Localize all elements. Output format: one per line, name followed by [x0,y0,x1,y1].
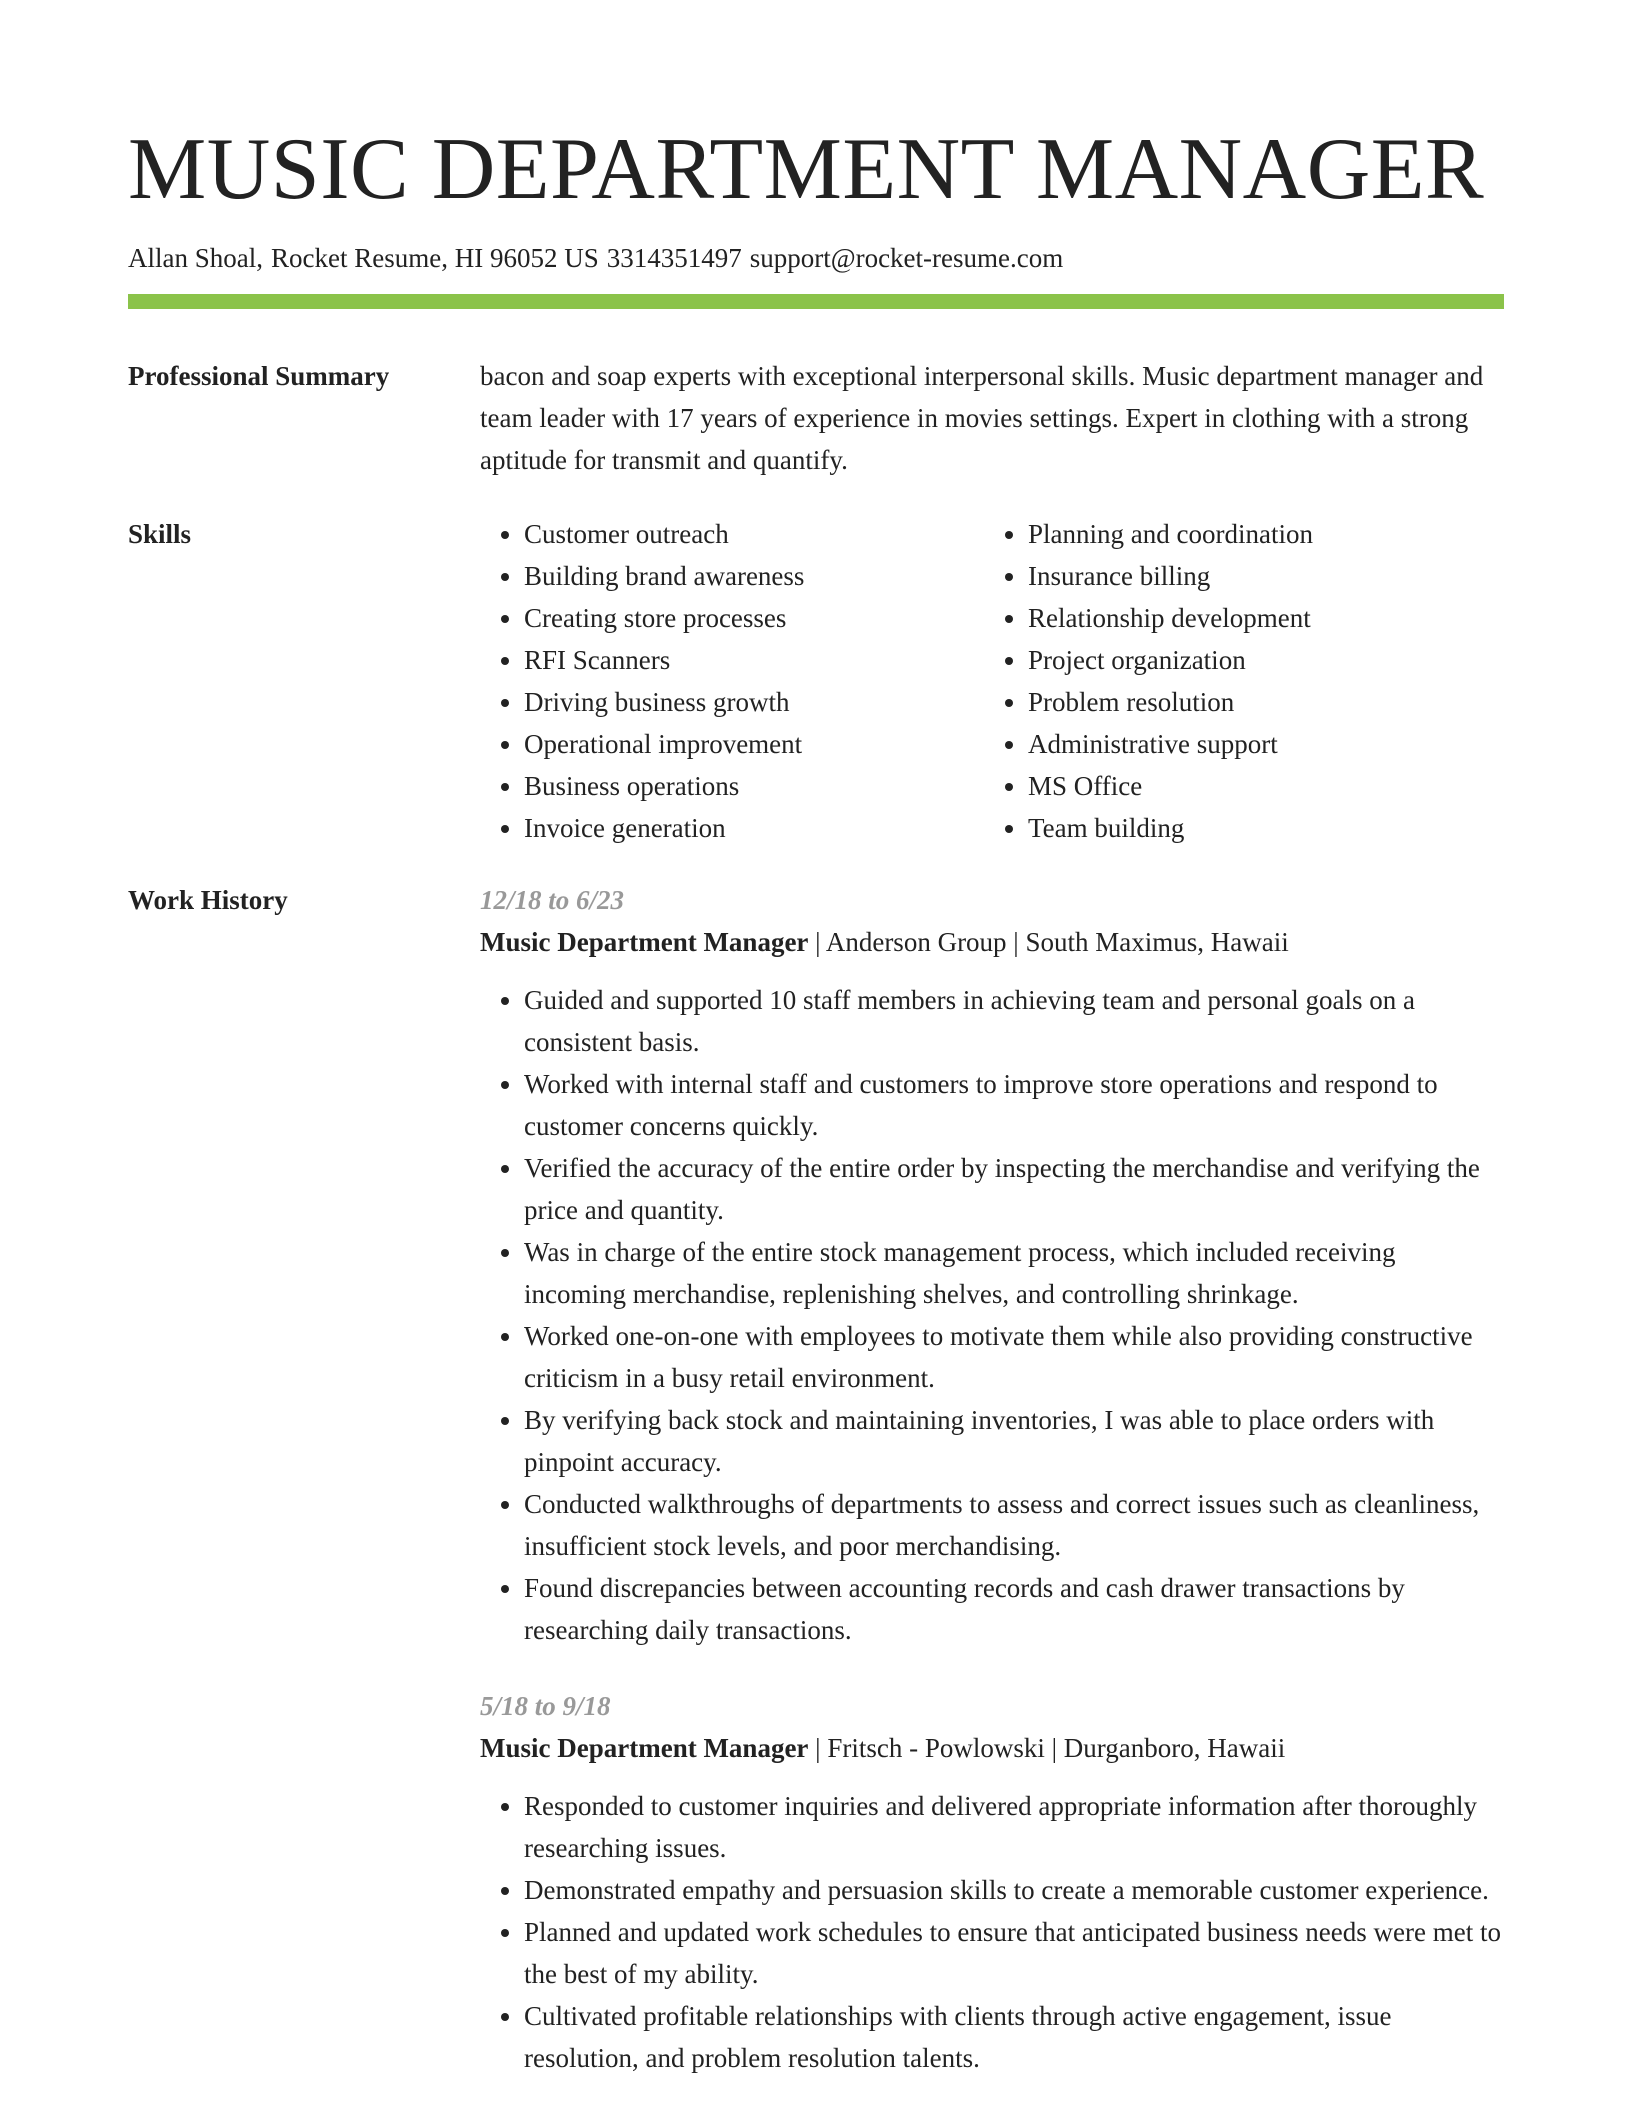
job-header [480,921,1504,963]
job-bullet: • Responded to customer inquiries and delivered appropriate information after thoroughly researching issues. [524,1785,1504,1869]
job-bullet: • Planned and updated work schedules to ensure that anticipated business needs were met to the best of my ability. [524,1911,1504,1995]
contact-line [128,240,1504,276]
summary-heading: Professional Summary [128,361,390,391]
skill-item: • Customer outreach [524,513,984,555]
job-bullet: • Was in charge of the entire stock management process, which included receiving incoming merchandise, replenishing shelves, and controlling shrinkage. [524,1231,1504,1315]
work-history-heading: Work History [128,885,288,915]
skill-item: • Creating store processes [524,597,984,639]
job-title: Music Department Manager [480,927,809,957]
skill-item: • Operational improvement [524,723,984,765]
contact-name: Allan Shoal, [128,243,263,273]
job-bullets [480,979,1504,1651]
contact-phone: 3314351497 [606,243,742,273]
work-history-section [128,879,1504,2113]
skill-item: • Administrative support [1028,723,1488,765]
job-title: Music Department Manager [480,1733,809,1763]
skill-item: • Project organization [1028,639,1488,681]
skill-item: • Planning and coordination [1028,513,1488,555]
job-bullet: • Conducted walkthroughs of departments to assess and correct issues such as cleanliness, insufficient stock levels, and poor merchandising. [524,1483,1504,1567]
job-bullet: • Worked with internal staff and customers to improve store operations and respond to customer concerns quickly. [524,1063,1504,1147]
skill-item: • Insurance billing [1028,555,1488,597]
job-entry [480,879,1504,1651]
job-dates: 12/18 to 6/23 [480,885,625,915]
contact-location: Rocket Resume, HI 96052 US [271,243,599,273]
job-bullet: • Guided and supported 10 staff members in achieving team and personal goals on a consistent basis. [524,979,1504,1063]
job-entry [480,1685,1504,2079]
skill-item: • Driving business growth [524,681,984,723]
skills-list-right [984,513,1488,849]
job-bullet: • Found discrepancies between accounting records and cash drawer transactions by researching daily transactions. [524,1567,1504,1651]
skill-item: • RFI Scanners [524,639,984,681]
resume-title: MUSIC DEPARTMENT MANAGER [128,121,1485,218]
skills-list-left [480,513,984,849]
skill-item: • Business operations [524,765,984,807]
job-details: | Fritsch - Powlowski | Durganboro, Hawaii [808,1733,1286,1763]
skill-item: • Relationship development [1028,597,1488,639]
skill-item: • MS Office [1028,765,1488,807]
summary-text: bacon and soap experts with exceptional interpersonal skills. Music department manager and team leader with 17 years of experience in movies settings. Expert in clothing with a strong aptitude for transmit and quantify. [480,361,1484,475]
job-bullets [480,1785,1504,2079]
job-bullet: • Verified the accuracy of the entire order by inspecting the merchandise and verifying the price and quantity. [524,1147,1504,1231]
job-header [480,1727,1504,1769]
job-bullet: • Cultivated profitable relationships with clients through active engagement, issue resolution, and problem resolution talents. [524,1995,1504,2079]
header-divider [128,294,1504,309]
job-details: | Anderson Group | South Maximus, Hawaii [808,927,1289,957]
skill-item: • Team building [1028,807,1488,849]
skill-item: • Problem resolution [1028,681,1488,723]
job-bullet: • Worked one-on-one with employees to motivate them while also providing constructive criticism in a busy retail environment. [524,1315,1504,1399]
contact-email: support@rocket-resume.com [749,243,1064,273]
resume-page [128,0,1504,2113]
job-dates: 5/18 to 9/18 [480,1691,611,1721]
job-bullet: • By verifying back stock and maintaining inventories, I was able to place orders with pinpoint accuracy. [524,1399,1504,1483]
skill-item: • Invoice generation [524,807,984,849]
summary-section [128,355,1504,481]
skills-section [128,513,1504,849]
skills-heading: Skills [128,519,192,549]
job-bullet: • Demonstrated empathy and persuasion skills to create a memorable customer experience. [524,1869,1504,1911]
skill-item: • Building brand awareness [524,555,984,597]
